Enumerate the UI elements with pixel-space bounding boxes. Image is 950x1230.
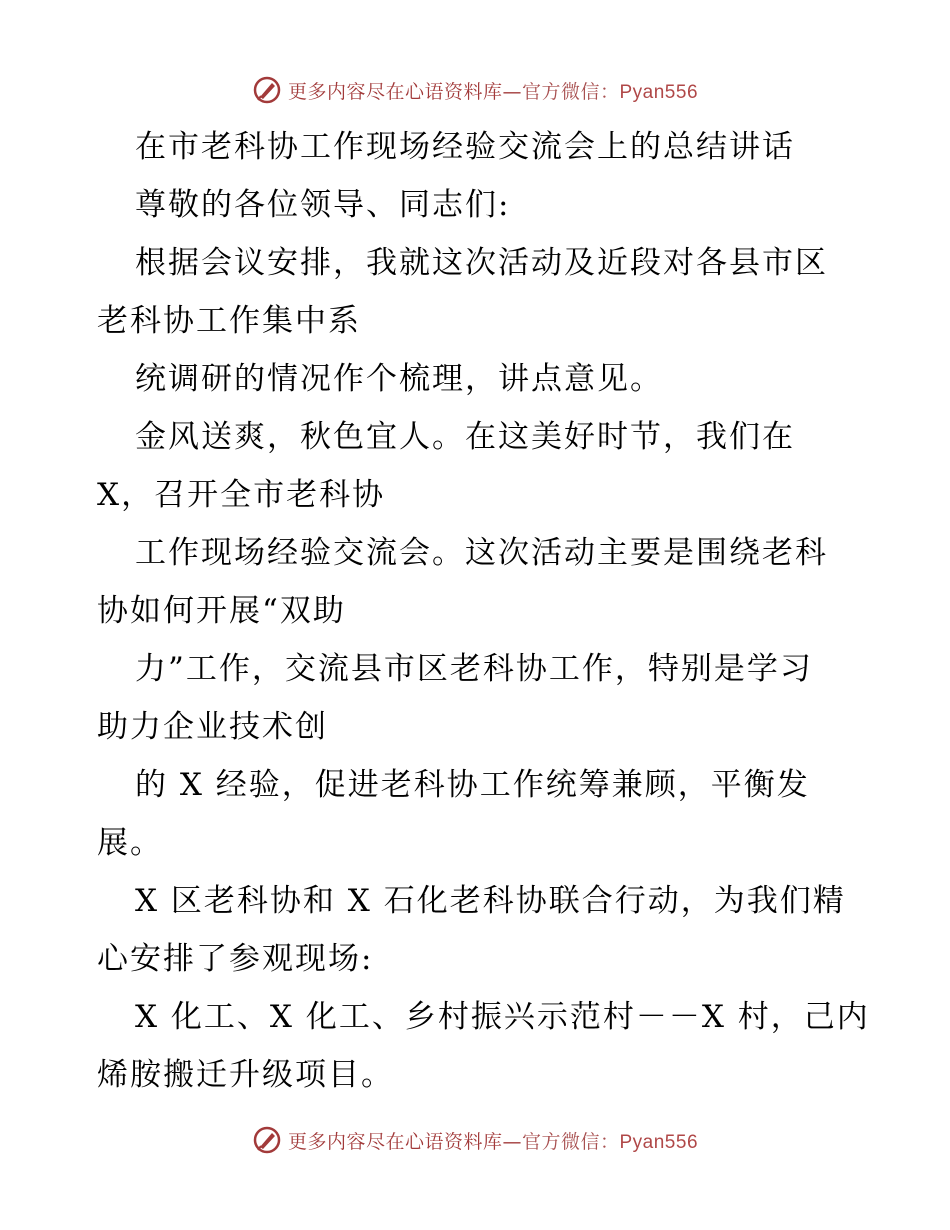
- paragraph-line: X 区老科协和 X 石化老科协联合行动，为我们精: [135, 883, 846, 919]
- paragraph-line: 统调研的情况作个梳理，讲点意见。: [135, 361, 663, 397]
- paragraph-line: X，召开全市老科协: [97, 477, 386, 513]
- salutation-line: 尊敬的各位领导、同志们:: [135, 187, 511, 223]
- watermark-wechat-label: 官方微信：: [521, 80, 620, 103]
- paragraph-line: 展。: [97, 825, 163, 861]
- document-body: [97, 118, 870, 1104]
- paragraph-line: 工作现场经验交流会。这次活动主要是围绕老科: [135, 535, 828, 571]
- watermark-separator: —: [502, 1130, 522, 1153]
- paragraph-line: 金风送爽，秋色宜人。在这美好时节，我们在: [135, 419, 795, 455]
- paragraph-line: 根据会议安排，我就这次活动及近段对各县市区: [135, 245, 828, 281]
- paragraph-line: 助力企业技术创: [97, 709, 328, 745]
- paragraph-line: 协如何开展“双助: [97, 593, 346, 629]
- paragraph-line: 老科协工作集中系: [97, 303, 361, 339]
- watermark-wechat-label: 官方微信：: [521, 1130, 620, 1153]
- quill-pen-logo-icon: [252, 75, 282, 105]
- paragraph-line: 心安排了参观现场:: [97, 941, 374, 977]
- document-title: 在市老科协工作现场经验交流会上的总结讲话: [135, 129, 795, 165]
- watermark-wechat-id: Pyan556: [619, 81, 699, 103]
- paragraph-line: 力”工作，交流县市区老科协工作，特别是学习: [135, 651, 813, 687]
- footer-watermark-banner: [0, 1120, 950, 1160]
- watermark-text: [288, 77, 698, 104]
- paragraph-line: X 化工、X 化工、乡村振兴示范村－－X 村，己内: [135, 999, 870, 1035]
- paragraph-line: 的 X 经验，促进老科协工作统筹兼顾，平衡发: [135, 767, 810, 803]
- quill-pen-logo-icon: [252, 1125, 282, 1155]
- watermark-brand: 更多内容尽在心语资料库: [287, 80, 503, 103]
- header-watermark-banner: [0, 70, 950, 110]
- paragraph-line: 烯胺搬迁升级项目。: [97, 1057, 394, 1093]
- watermark-text: [288, 1127, 698, 1154]
- watermark-wechat-id: Pyan556: [619, 1131, 699, 1153]
- watermark-separator: —: [502, 80, 522, 103]
- watermark-brand: 更多内容尽在心语资料库: [287, 1130, 503, 1153]
